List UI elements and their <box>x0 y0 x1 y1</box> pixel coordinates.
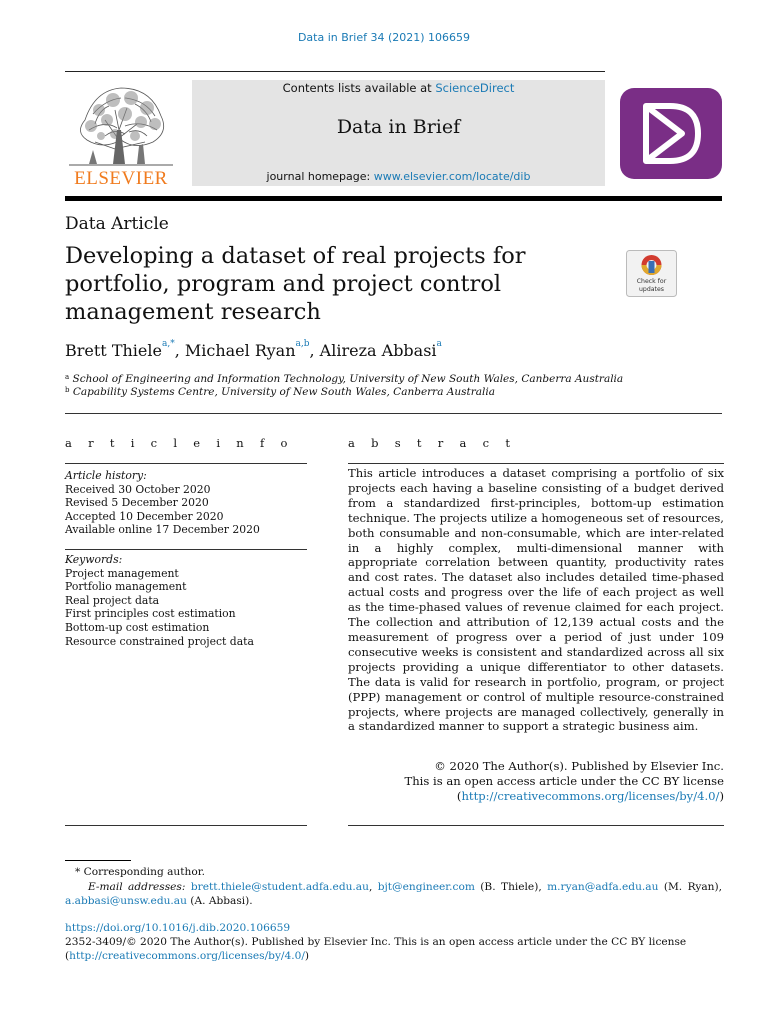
footnote-rule <box>65 860 131 861</box>
email-link[interactable]: bjt@engineer.com <box>377 881 475 893</box>
homepage-prefix: journal homepage: <box>266 170 371 183</box>
author-list: Brett Thiele$^{a,*}$, Michael Ryan$^{a,b}$, Alireza Abbasi$^a$ <box>65 339 442 360</box>
title-line: management research <box>65 299 321 325</box>
keywords <box>65 553 307 648</box>
email-sep: (M. Ryan), <box>658 881 722 893</box>
rights-license <box>348 789 724 804</box>
article-type: Data Article <box>65 214 169 234</box>
license-paren-close: ) <box>719 788 724 803</box>
elsevier-wordmark: ELSEVIER <box>74 168 168 188</box>
crossmark-icon <box>626 250 677 297</box>
author-affil-mark[interactable]: a <box>436 339 442 349</box>
history-label: Article history: <box>65 469 147 482</box>
email-link[interactable]: a.abbasi@unsw.edu.au <box>65 895 187 907</box>
email-sep: , <box>368 881 378 893</box>
affiliation-mark: b <box>65 386 70 394</box>
homepage-line <box>192 170 605 183</box>
contents-line <box>192 81 605 95</box>
history-item: Accepted 10 December 2020 <box>65 509 224 523</box>
license-line <box>65 949 309 963</box>
copyright-line: 2352-3409/© 2020 The Author(s). Published by Elsevier Inc. This is an open access article under the CC BY license <box>65 936 687 948</box>
email-footnote <box>65 880 722 908</box>
header-rule <box>65 71 605 72</box>
history-item: Available online 17 December 2020 <box>65 523 260 537</box>
email-link[interactable]: m.ryan@adfa.edu.au <box>547 881 659 893</box>
abstract-heading: a b s t r a c t <box>348 436 517 450</box>
article-info-heading: a r t i c l e i n f o <box>65 436 294 450</box>
author-name[interactable]: Alireza Abbasi <box>319 341 437 360</box>
footnote-mark: * <box>75 866 81 878</box>
abstract-bottom-rule <box>348 825 724 826</box>
journal-homepage-link[interactable]: www.elsevier.com/locate/dib <box>373 170 531 183</box>
history-item: Revised 5 December 2020 <box>65 496 209 510</box>
crossmark-label-2: updates <box>638 286 665 293</box>
email-link[interactable]: brett.thiele@student.adfa.edu.au <box>190 881 369 893</box>
rights-line: © 2020 The Author(s). Published by Elsevier Inc. <box>434 759 724 773</box>
email-sep: (A. Abbasi). <box>186 895 253 907</box>
affiliation <box>65 386 495 398</box>
check-for-updates-badge[interactable] <box>626 250 677 297</box>
article-info-bottom-rule <box>65 825 307 826</box>
contents-prefix: Contents lists available at <box>282 81 432 95</box>
elsevier-tree-icon <box>65 80 177 188</box>
affiliation <box>65 373 623 385</box>
doi-link[interactable]: https://doi.org/10.1016/j.dib.2020.106659 <box>65 922 291 934</box>
license-paren-open: ( <box>456 788 462 803</box>
affiliation-text: Capability Systems Centre, University of New South Wales, Canberra Australia <box>72 386 496 398</box>
journal-title: Data in Brief <box>336 116 461 138</box>
doi-line <box>65 921 290 935</box>
masthead-rule <box>65 196 722 201</box>
author-name[interactable]: Michael Ryan <box>184 341 296 360</box>
corresponding-footnote <box>75 865 205 879</box>
footnote-text: Corresponding author. <box>83 866 205 878</box>
title-line: Developing a dataset of real projects for <box>65 243 526 269</box>
data-in-brief-icon <box>620 88 722 179</box>
article-title <box>65 242 605 326</box>
sciencedirect-link[interactable]: ScienceDirect <box>435 81 515 95</box>
affiliation-mark: a <box>65 373 70 381</box>
author-affil-mark[interactable]: a,b <box>295 339 310 349</box>
rights-line: This is an open access article under the CC BY license <box>404 773 724 788</box>
keyword: First principles cost estimation <box>65 607 236 621</box>
cc-license-link[interactable]: http://creativecommons.org/licenses/by/4.0/ <box>69 950 305 962</box>
author-affil-mark[interactable]: a,* <box>161 339 175 349</box>
article-info-rule <box>65 463 307 464</box>
section-rule <box>65 413 722 414</box>
crossmark-label-1: Check for <box>636 278 667 285</box>
data-in-brief-logo[interactable] <box>620 88 722 179</box>
cc-license-link[interactable]: http://creativecommons.org/licenses/by/4.0/ <box>461 788 720 803</box>
history-item: Received 30 October 2020 <box>65 482 211 496</box>
license-paren-open: ( <box>65 950 70 962</box>
abstract-text: This article introduces a dataset comprising a portfolio of six projects each having a baseline consisting of a budget derived from a standardized first-principles, bottom-up estimation technique. The projects utilize a homogeneous set of resources, both consumable and non-consumable, which are inter-related in a highly complex, multi-dimensional manner with appropriate correlation between quantity, productivity rates and cost rates. The dataset also includes detailed time-phased actual costs and progress over the life of each project as well as the time-phased values of revenue claimed for each project. The collection and attribution of 12,139 actual costs and the measurement of progress over a period of just under 109 consecutive weeks is consistent and standardized across all six projects providing a unique differentiator to other datasets. The data is valid for research in portfolio, program, or project (PPP) management or control of multiple resource-constrained projects, where projects are managed collectively, generally in a standardized manner to support a strategic business aim. <box>348 466 724 734</box>
keyword: Resource constrained project data <box>65 634 254 648</box>
author-name[interactable]: Brett Thiele <box>65 341 162 360</box>
affiliation-text: School of Engineering and Information Technology, University of New South Wales, Canberra Australia <box>72 373 624 385</box>
email-sep: (B. Thiele), <box>474 881 548 893</box>
keyword: Real project data <box>65 593 160 607</box>
abstract-rights <box>348 759 724 804</box>
abstract-rule <box>348 463 724 464</box>
elsevier-logo[interactable] <box>65 80 177 188</box>
keywords-rule <box>65 549 307 550</box>
keyword: Bottom-up cost estimation <box>65 620 210 634</box>
license-paren-close: ) <box>304 950 310 962</box>
running-head[interactable]: Data in Brief 34 (2021) 106659 <box>297 31 471 44</box>
keyword: Project management <box>65 566 179 580</box>
keyword: Portfolio management <box>65 580 187 594</box>
keywords-label: Keywords: <box>65 553 123 566</box>
email-label: E-mail addresses: <box>88 881 186 893</box>
title-line: portfolio, program and project control <box>65 271 502 297</box>
article-history <box>65 469 307 537</box>
